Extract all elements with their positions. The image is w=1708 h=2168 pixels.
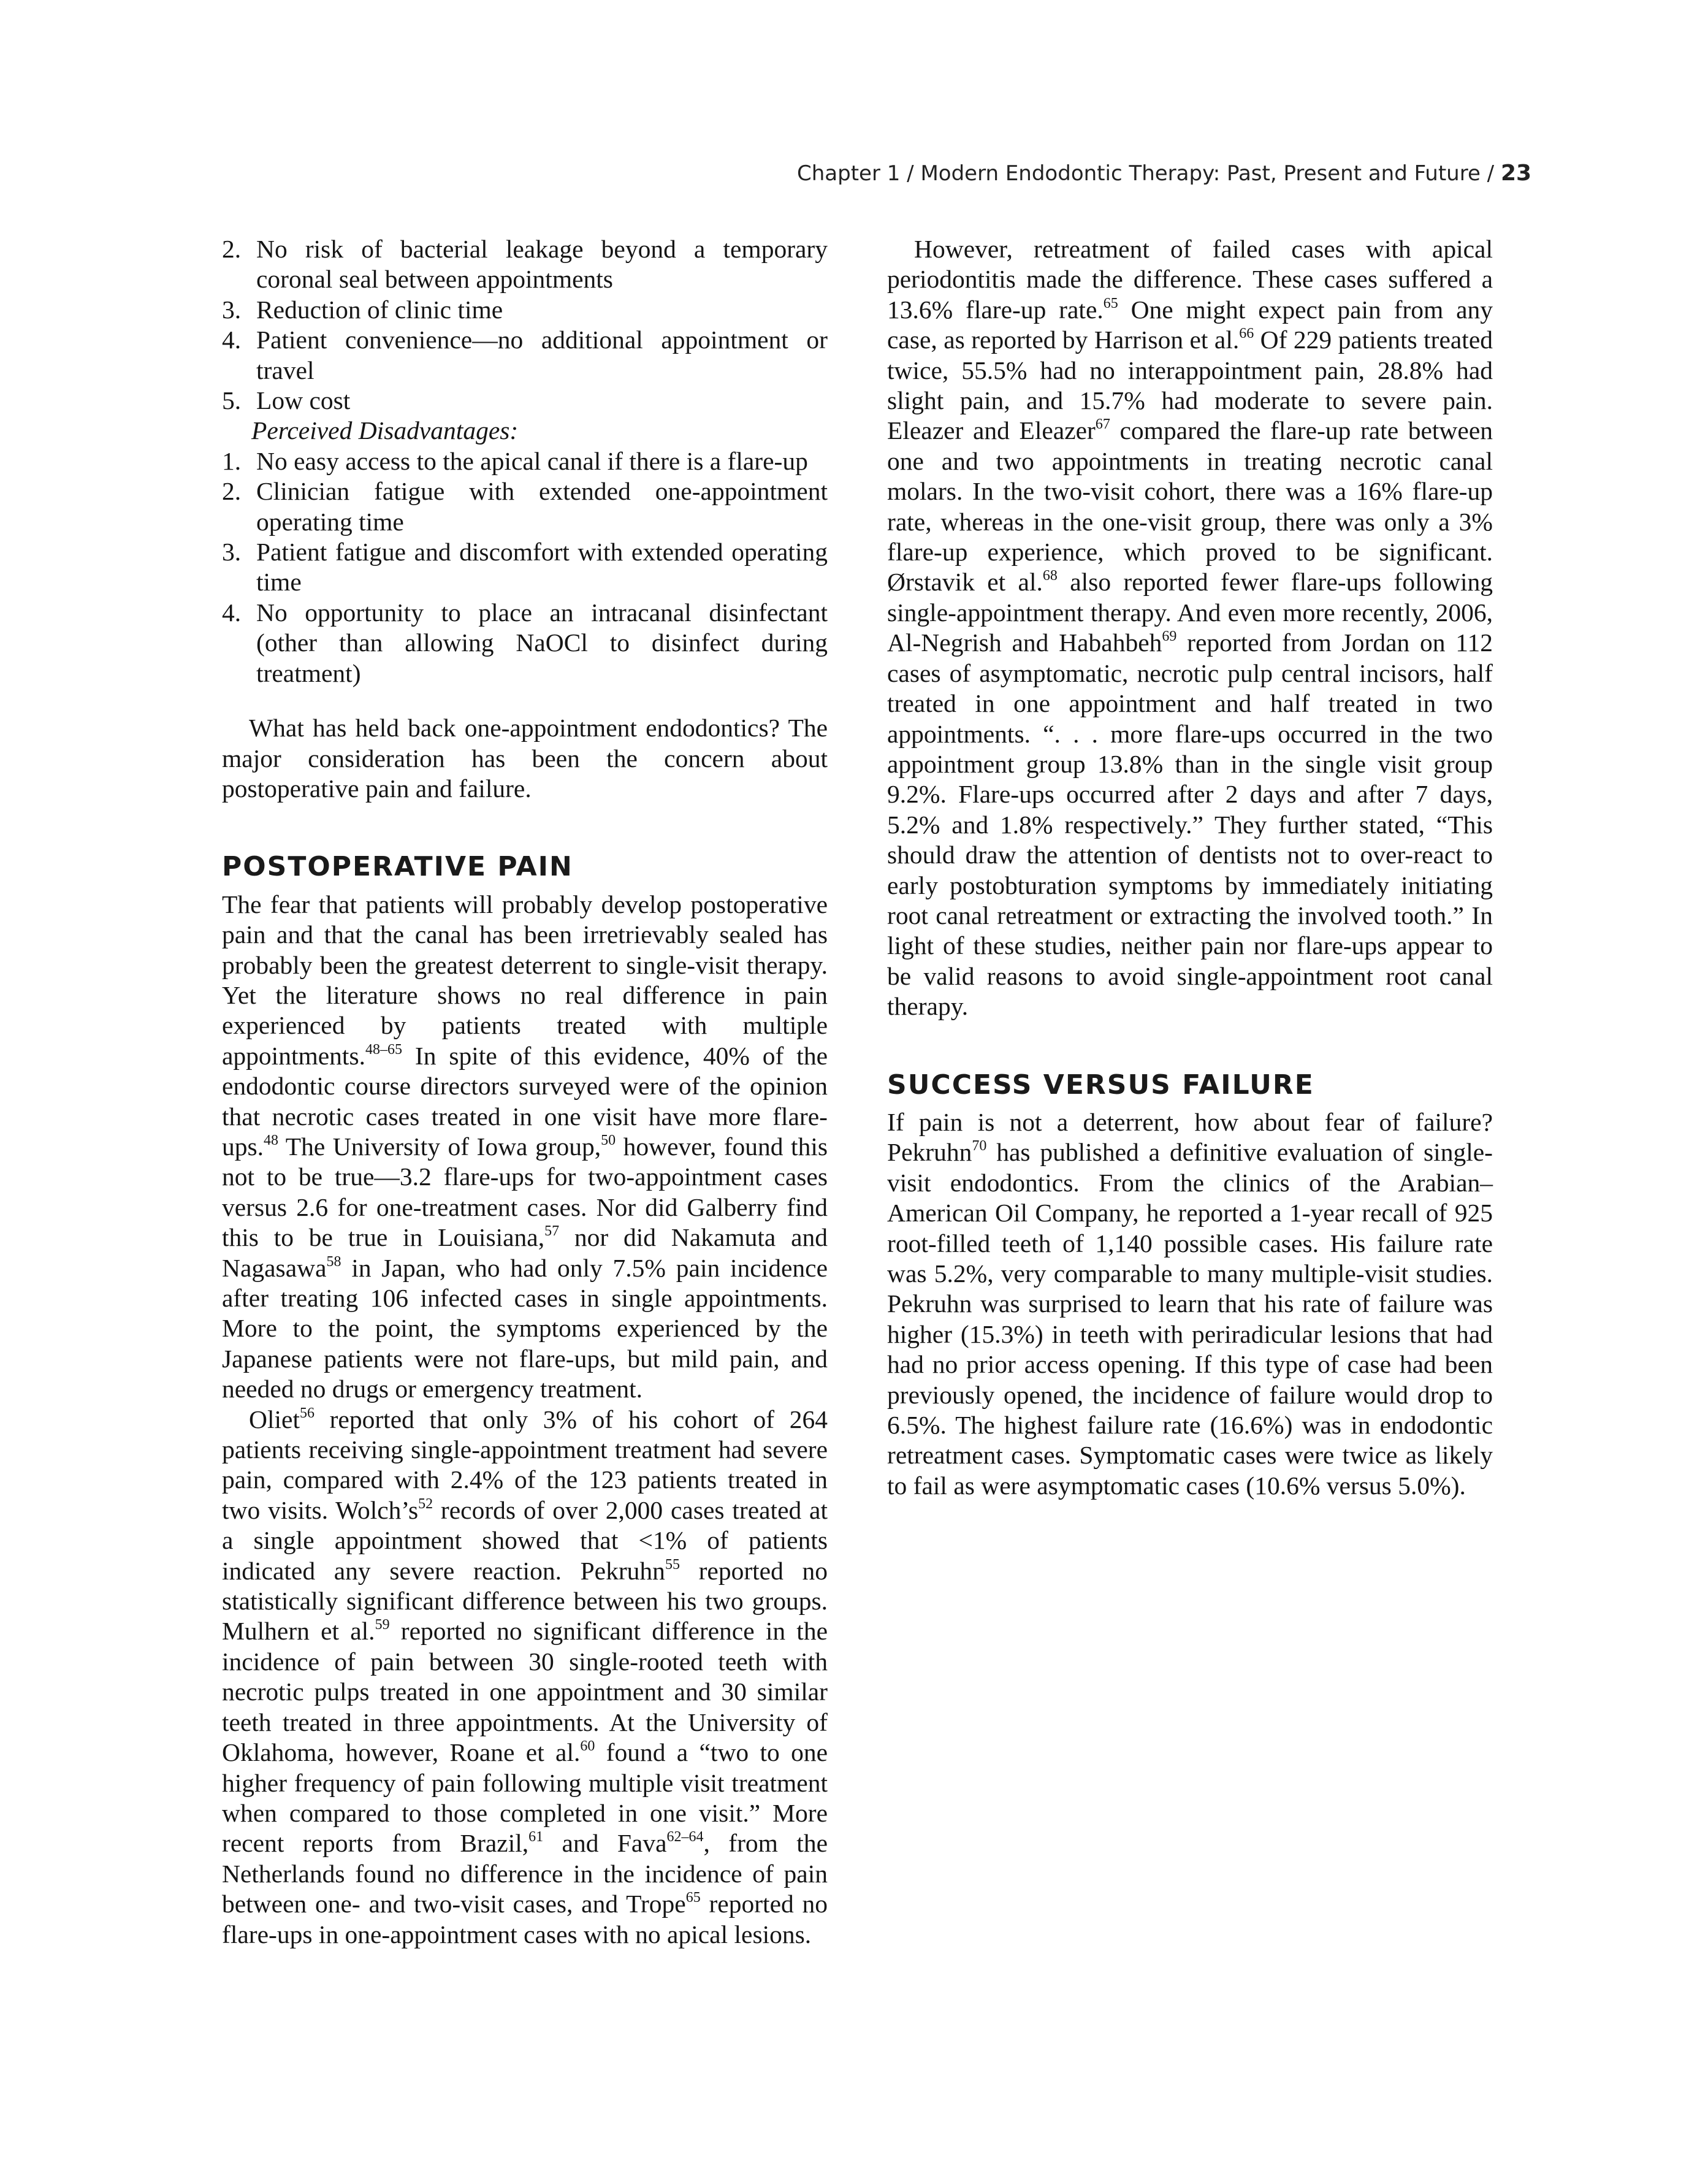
list-item: 5. Low cost [222, 386, 351, 415]
section-heading-success-versus-failure: SUCCESS VERSUS FAILURE [887, 1069, 1314, 1101]
list-item: 3. Reduction of clinic time [222, 295, 503, 324]
citation: 69 [1162, 628, 1177, 645]
citation: 62–64 [666, 1829, 704, 1845]
section-heading-postoperative-pain: POSTOPERATIVE PAIN [222, 851, 573, 883]
intro-paragraph: What has held back one-appointment endodontics? The major consideration has been the concern about postoperative pain and failure. [222, 714, 828, 803]
list-item: 4. Patient convenience—no additional appointment or travel [222, 326, 828, 384]
left-column [222, 234, 828, 1950]
citation: 66 [1239, 326, 1254, 342]
page-number: 23 [1500, 161, 1532, 186]
running-head [797, 161, 1532, 186]
list-item: 4. No opportunity to place an intracanal disinfectant (other than allowing NaOCl to disinfect during treatment) [222, 598, 828, 687]
list-item: 3. Patient fatigue and discomfort with extended operating time [222, 538, 828, 597]
citation: 68 [1042, 568, 1058, 584]
list-item: 2. No risk of bacterial leakage beyond a temporary coronal seal between appointments [222, 235, 828, 294]
citation: 70 [972, 1138, 987, 1155]
paragraph-postop-3: However, retreatment of failed cases with apical periodontitis made the difference. These cases suffered a 13.6% flare-up rate.$^{65}$ One might expect pain from any case, as reported by Harrison et al.$^{66}$ Of 229 patients treated twice, 55.5% had no interappointment pain, 28.8% had slight pain, and 15.7% had moderate to severe pain. Eleazer and Eleazer$^{67}$ compared the flare-up rate between one and two appointments in treating necrotic canal molars. In the two-visit cohort, there was a 16% flare-up rate, whereas in the one-visit group, there was only a 3% flare-up experience, which proved to be significant. Ørstavik et al.$^{68}$ also reported fewer flare-ups following single-appointment therapy. And even more recently, 2006, Al-Negrish and Habahbeh$^{69}$ reported from Jordan on 112 cases of asymptomatic, necrotic pulp central incisors, half treated in one appointment and half treated in two appointments. “. . . more flare-ups occurred in the two appointment group 13.8% than in the single visit group 9.2%. Flare-ups occurred after 2 days and after 7 days, 5.2% and 1.8% respectively.” They further stated, “This should draw the attention of dentists not to over-react to early postobturation symptoms by immediately initiating root canal retreatment or extracting the involved tooth.” In light of these studies, neither pain nor flare-ups appear to be valid reasons to avoid single-appointment root canal therapy. [887, 235, 1493, 1021]
citation: 58 [326, 1253, 341, 1270]
citation: 55 [665, 1556, 680, 1573]
advantages-list [222, 234, 828, 416]
right-column [887, 234, 1493, 1501]
citation: 67 [1095, 416, 1110, 433]
citation: 65 [1103, 295, 1118, 311]
citation: 59 [375, 1617, 390, 1633]
disadvantages-heading: Perceived Disadvantages: [251, 416, 519, 445]
list-item: 1. No easy access to the apical canal if there is a flare-up [222, 446, 808, 475]
citation: 65 [685, 1890, 701, 1906]
list-item: 2. Clinician fatigue with extended one-appointment operating time [222, 477, 828, 536]
citation: 57 [544, 1223, 560, 1240]
citation: 48 [264, 1132, 279, 1148]
citation: 56 [299, 1405, 315, 1421]
chapter-title: Chapter 1 / Modern Endodontic Therapy: Past, Present and Future / [797, 161, 1495, 186]
citation: 52 [418, 1495, 433, 1512]
paragraph-postop-1: The fear that patients will probably develop postoperative pain and that the canal has been irretrievably sealed has probably been the greatest deterrent to single-visit therapy. Yet the literature shows no real difference in pain experienced by patients treated with multiple appointments.$^{48-65}$ In spite of this evidence, 40% of the endodontic course directors surveyed were of the opinion that necrotic cases treated in one visit have more flare-ups.$^{48}$ The University of Iowa group,$^{50}$ however, found this not to be true—3.2 flare-ups for two-appointment cases versus 2.6 for one-treatment cases. Nor did Galberry find this to be true in Louisiana,$^{57}$ nor did Nakamuta and Nagasawa$^{58}$ in Japan, who had only 7.5% pain incidence after treating 106 infected cases in single appointments. More to the point, the symptoms experienced by the Japanese patients were not flare-ups, but mild pain, and needed no drugs or emergency treatment. [222, 890, 828, 1403]
citation: 60 [580, 1738, 595, 1755]
paragraph-postop-2: Oliet$^{56}$ reported that only 3% of his cohort of 264 patients receiving single-appointment treatment had severe pain, compared with 2.4% of the 123 patients treated in two visits. $Wolch’s^{52}$ records of over 2,000 cases treated at a single appointment showed that <1% of patients indicated any severe reaction. Pekruhn$^{55}$ reported no statistically significant difference between his two groups. Mulhern et al.$^{59}$ reported no significant difference in the incidence of pain between 30 single-rooted teeth with necrotic pulps treated in one appointment and 30 similar teeth treated in three appointments. At the University of Oklahoma, however, Roane et al.$^{60}$ found a “two to one higher frequency of pain following multiple visit treatment when compared to those completed in one visit.” More recent reports from Brazil,$^{61}$ and Fava$^{62-64}$, from the Netherlands found no difference in the incidence of pain between one- and two-visit cases, and Trope$^{65}$ reported no flare-ups in one-appointment cases with no apical lesions. [222, 1405, 828, 1949]
citation: 48–65 [365, 1041, 402, 1058]
paragraph-success-1: If pain is not a deterrent, how about fear of failure? Pekruhn$^{70}$ has published a definitive evaluation of single-visit endodontics. From the clinics of the Arabian–American Oil Company, he reported a 1-year recall of 925 root-filled teeth of 1,140 possible cases. His failure rate was 5.2%, very comparable to many multiple-visit studies. Pekruhn was surprised to learn that his rate of failure was higher (15.3%) in teeth with periradicular lesions that had had no prior access opening. If this type of case had been previously opened, the incidence of failure would drop to 6.5%. The highest failure rate (16.6%) was in endodontic retreatment cases. Symptomatic cases were twice as likely to fail as were asymptomatic cases (10.6% versus 5.0%). [887, 1107, 1493, 1500]
citation: 61 [528, 1829, 544, 1845]
citation: 50 [601, 1132, 616, 1148]
disadvantages-list [222, 446, 828, 689]
